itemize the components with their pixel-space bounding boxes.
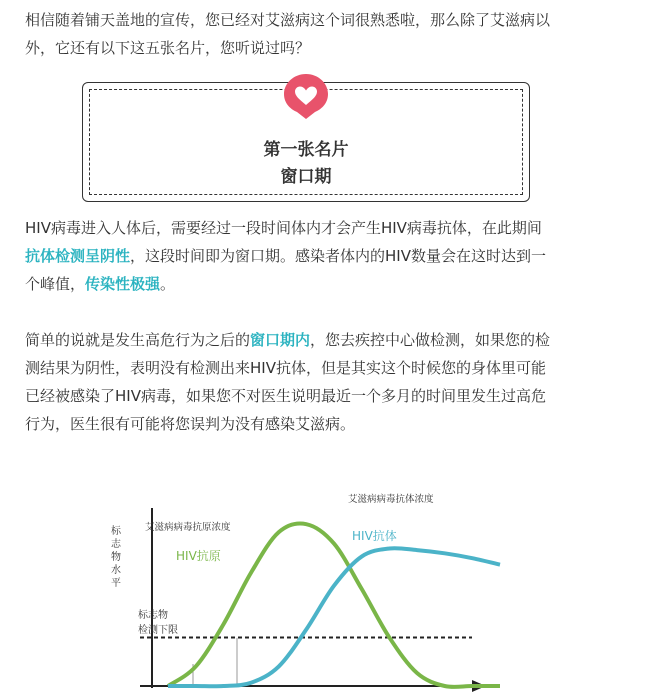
para2-line-1-post: ，您去疾控中心做检测，如果您的检 [310,331,551,349]
para2-line-3: 已经被感染了HIV病毒，如果您不对医生说明最近一个多月的时间里发生过高危 [25,387,546,405]
para2-line-1 [25,326,625,354]
intro-line-2: 外，它还有以下这五张名片，您听说过吗？ [25,39,311,57]
para1-line-3-pre: 个峰值， [25,275,86,293]
card-title: 第一张名片 [263,140,349,160]
legend-antigen-concentration: 艾滋病病毒抗原浓度 [145,522,231,533]
heart-icon [282,72,330,120]
highlight-highly-infectious: 传染性极强 [85,275,161,293]
hiv-marker-chart [100,478,570,696]
para1-line-2 [25,242,625,270]
card-subtitle: 窗口期 [280,167,332,187]
series-line-hiv-antibody [168,548,500,686]
legend-antibody-concentration: 艾滋病病毒抗体浓度 [348,494,434,505]
para2-line-2: 测结果为阴性，表明没有检测出来HIV抗体，但是其实这个时候您的身体里可能 [25,359,546,377]
highlight-window-period: 窗口期内 [250,331,311,349]
y-axis-label: 标志物水平 [111,526,121,589]
intro-line-1: 相信随着铺天盖地的宣传，您已经对艾滋病这个词很熟悉啦，那么除了艾滋病以 [25,11,551,29]
para1-line-2-text: ，这段时间即为窗口期。感染者体内的HIV数量会在这时达到一 [130,247,546,265]
window-period-paragraph [25,214,625,298]
para2-line-4: 行为，医生很有可能将您误判为没有感染艾滋病。 [25,415,356,433]
para2-line-1-pre: 简单的说就是发生高危行为之后的 [25,331,251,349]
intro-paragraph [25,6,625,62]
label-hiv-antigen: HIV抗原 [176,549,221,563]
label-hiv-antibody: HIV抗体 [352,529,397,543]
para1-line-3-post: 。 [160,275,176,293]
threshold-label-line-2: 检测下限 [138,625,178,636]
para1-line-1: HIV病毒进入人体后，需要经过一段时间体内才会产生HIV病毒抗体，在此期间 [25,219,542,237]
threshold-label-line-1: 标志物 [138,610,168,621]
explanation-paragraph [25,326,625,438]
para1-line-3 [25,270,625,298]
highlight-antibody-negative: 抗体检测呈阴性 [25,247,131,265]
